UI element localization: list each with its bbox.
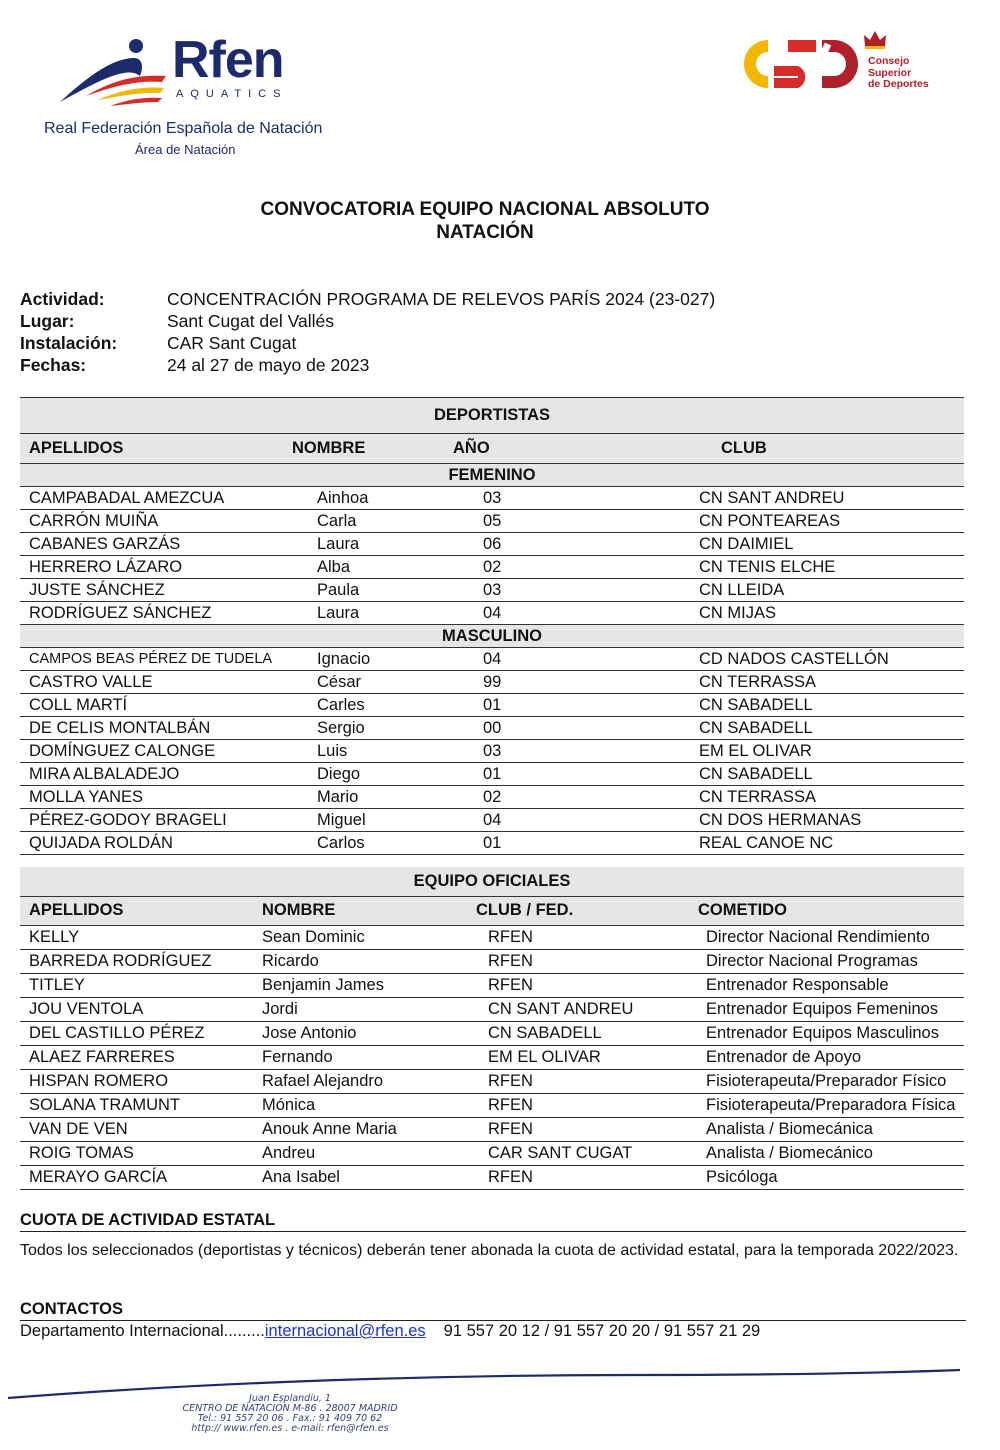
athletes-band-row <box>20 398 964 434</box>
cell-apellidos: CAMPABADAL AMEZCUA <box>20 487 283 510</box>
contact-department: Departamento Internacional......... <box>20 1322 265 1340</box>
cell-cometido: Analista / Biomecánica <box>684 1117 964 1141</box>
csd-mark-icon <box>738 32 863 96</box>
cell-nombre: Jordi <box>253 997 476 1021</box>
cell-apellidos: CAMPOS BEAS PÉREZ DE TUDELA <box>20 648 283 671</box>
document-subtitle: NATACIÓN <box>436 222 534 243</box>
cell-apellidos: BARREDA RODRÍGUEZ <box>20 949 253 973</box>
cell-nombre: Mónica <box>253 1093 476 1117</box>
cell-apellidos: QUIJADA ROLDÁN <box>20 832 283 855</box>
col-ano: AÑO <box>453 434 681 464</box>
document-title: CONVOCATORIA EQUIPO NACIONAL ABSOLUTO <box>260 199 710 220</box>
cell-nombre: Ignacio <box>283 648 453 671</box>
male-band-row <box>20 625 964 648</box>
cell-ano: 06 <box>453 533 681 556</box>
cell-ano: 03 <box>453 579 681 602</box>
cell-ano: 04 <box>453 648 681 671</box>
cell-club: CN LLEIDA <box>681 579 964 602</box>
officials-band: EQUIPO OFICIALES <box>20 867 964 896</box>
table-row <box>20 487 964 510</box>
cell-apellidos: ALAEZ FARRERES <box>20 1045 253 1069</box>
cell-cometido: Fisioterapeuta/Preparadora Física <box>684 1093 964 1117</box>
cell-apellidos: SOLANA TRAMUNT <box>20 1093 253 1117</box>
cell-apellidos: DE CELIS MONTALBÁN <box>20 717 283 740</box>
meta-row-instalacion <box>20 332 715 354</box>
meta-label: Actividad: <box>20 289 105 309</box>
cell-apellidos: PÉREZ-GODOY BRAGELI <box>20 809 283 832</box>
cell-apellidos: DOMÍNGUEZ CALONGE <box>20 740 283 763</box>
cell-apellidos: HERRERO LÁZARO <box>20 556 283 579</box>
cell-club-fed: RFEN <box>476 1093 684 1117</box>
cell-nombre: Alba <box>283 556 453 579</box>
cell-nombre: Sergio <box>283 717 453 740</box>
cell-club: CN MIJAS <box>681 602 964 625</box>
contacts-title: CONTACTOS <box>20 1300 966 1321</box>
col-club-fed: CLUB / FED. <box>476 896 684 925</box>
cell-club-fed: CAR SANT CUGAT <box>476 1141 684 1165</box>
cell-apellidos: JUSTE SÁNCHEZ <box>20 579 283 602</box>
meta-value: Sant Cugat del Vallés <box>167 311 335 331</box>
table-row <box>20 1021 964 1045</box>
table-row <box>20 1093 964 1117</box>
cell-nombre: Jose Antonio <box>253 1021 476 1045</box>
meta-value: CAR Sant Cugat <box>167 333 297 353</box>
cell-cometido: Director Nacional Rendimiento <box>684 925 964 949</box>
meta-value: 24 al 27 de mayo de 2023 <box>167 355 370 375</box>
table-row <box>20 740 964 763</box>
cell-apellidos: CASTRO VALLE <box>20 671 283 694</box>
cell-nombre: Laura <box>283 602 453 625</box>
cell-club: EM EL OLIVAR <box>681 740 964 763</box>
contact-phones: 91 557 20 12 / 91 557 20 20 / 91 557 21 29 <box>443 1322 761 1340</box>
cell-club-fed: CN SABADELL <box>476 1021 684 1045</box>
cell-ano: 00 <box>453 717 681 740</box>
cell-ano: 01 <box>453 763 681 786</box>
female-band-row <box>20 464 964 487</box>
meta-row-lugar <box>20 310 715 332</box>
cell-club: CD NADOS CASTELLÓN <box>681 648 964 671</box>
col-apellidos: APELLIDOS <box>20 896 253 925</box>
cell-club-fed: RFEN <box>476 973 684 997</box>
cell-ano: 04 <box>453 809 681 832</box>
cell-apellidos: RODRÍGUEZ SÁNCHEZ <box>20 602 283 625</box>
cell-nombre: Carla <box>283 510 453 533</box>
table-row <box>20 1069 964 1093</box>
table-row <box>20 694 964 717</box>
table-row <box>20 1165 964 1189</box>
swimmer-icon <box>58 36 178 108</box>
cell-cometido: Entrenador Equipos Masculinos <box>684 1021 964 1045</box>
cell-nombre: Mario <box>283 786 453 809</box>
cell-club: CN TERRASSA <box>681 786 964 809</box>
cell-apellidos: COLL MARTÍ <box>20 694 283 717</box>
cell-nombre: Sean Dominic <box>253 925 476 949</box>
cell-nombre: Carlos <box>283 832 453 855</box>
rfen-logo <box>58 31 308 108</box>
cell-nombre: Carles <box>283 694 453 717</box>
cell-club: REAL CANOE NC <box>681 832 964 855</box>
table-row <box>20 949 964 973</box>
cell-club-fed: RFEN <box>476 925 684 949</box>
table-row <box>20 556 964 579</box>
table-row <box>20 602 964 625</box>
csd-line-1: Consejo <box>868 55 910 67</box>
rfen-logo-word: Rfen <box>172 31 284 89</box>
cell-apellidos: TITLEY <box>20 973 253 997</box>
cell-cometido: Psicóloga <box>684 1165 964 1189</box>
cell-ano: 03 <box>453 740 681 763</box>
table-row <box>20 579 964 602</box>
table-row <box>20 1141 964 1165</box>
csd-line-2: Superior <box>868 66 912 79</box>
meta-label: Lugar: <box>20 311 75 331</box>
cell-nombre: Laura <box>283 533 453 556</box>
cell-club-fed: CN SANT ANDREU <box>476 997 684 1021</box>
table-row <box>20 1045 964 1069</box>
table-row <box>20 1117 964 1141</box>
table-row <box>20 809 964 832</box>
cuota-title: CUOTA DE ACTIVIDAD ESTATAL <box>20 1211 966 1232</box>
cell-nombre: Diego <box>283 763 453 786</box>
activity-info <box>20 288 715 376</box>
cell-club: CN DOS HERMANAS <box>681 809 964 832</box>
cell-ano: 99 <box>453 671 681 694</box>
cell-apellidos: VAN DE VEN <box>20 1117 253 1141</box>
cell-apellidos: DEL CASTILLO PÉREZ <box>20 1021 253 1045</box>
cell-nombre: Ainhoa <box>283 487 453 510</box>
cell-cometido: Director Nacional Programas <box>684 949 964 973</box>
cell-club: CN SABADELL <box>681 694 964 717</box>
table-row <box>20 763 964 786</box>
federation-area: Área de Natación <box>135 142 236 157</box>
cell-nombre: Benjamin James <box>253 973 476 997</box>
contacts-line <box>20 1322 760 1341</box>
cell-club-fed: EM EL OLIVAR <box>476 1045 684 1069</box>
cell-cometido: Entrenador Responsable <box>684 973 964 997</box>
meta-row-fechas <box>20 354 715 376</box>
cell-club: CN TERRASSA <box>681 671 964 694</box>
officials-table <box>20 867 964 1190</box>
cell-ano: 05 <box>453 510 681 533</box>
cell-apellidos: MERAYO GARCÍA <box>20 1165 253 1189</box>
meta-label: Fechas: <box>20 355 87 375</box>
cell-club: CN DAIMIEL <box>681 533 964 556</box>
cell-apellidos: KELLY <box>20 925 253 949</box>
table-row <box>20 973 964 997</box>
cell-ano: 01 <box>453 694 681 717</box>
table-row <box>20 832 964 855</box>
cell-club: CN SABADELL <box>681 717 964 740</box>
cell-nombre: Fernando <box>253 1045 476 1069</box>
cell-cometido: Entrenador Equipos Femeninos <box>684 997 964 1021</box>
meta-row-actividad <box>20 288 715 310</box>
col-club: CLUB <box>681 434 964 464</box>
footer-address <box>140 1394 440 1434</box>
cell-club-fed: RFEN <box>476 1117 684 1141</box>
cell-nombre: Andreu <box>253 1141 476 1165</box>
cell-ano: 03 <box>453 487 681 510</box>
col-nombre: NOMBRE <box>283 434 453 464</box>
cell-club-fed: RFEN <box>476 949 684 973</box>
athletes-table <box>20 397 964 855</box>
csd-line-3: de Deportes <box>868 78 929 90</box>
cell-cometido: Analista / Biomecánico <box>684 1141 964 1165</box>
cell-nombre: Luis <box>283 740 453 763</box>
athletes-band: DEPORTISTAS <box>20 398 964 434</box>
table-row <box>20 510 964 533</box>
cell-cometido: Entrenador de Apoyo <box>684 1045 964 1069</box>
footer-line-3: Tel.: 91 557 20 06 . Fax.: 91 409 70 62 <box>197 1413 383 1424</box>
cell-nombre: Paula <box>283 579 453 602</box>
crown-icon <box>862 28 888 50</box>
cell-nombre: César <box>283 671 453 694</box>
cell-club: CN TENIS ELCHE <box>681 556 964 579</box>
cell-apellidos: MIRA ALBALADEJO <box>20 763 283 786</box>
cell-club: CN PONTEAREAS <box>681 510 964 533</box>
cell-club-fed: RFEN <box>476 1165 684 1189</box>
cell-nombre: Anouk Anne Maria <box>253 1117 476 1141</box>
cell-nombre: Ana Isabel <box>253 1165 476 1189</box>
cell-nombre: Ricardo <box>253 949 476 973</box>
cell-ano: 01 <box>453 832 681 855</box>
female-band: FEMENINO <box>20 464 964 487</box>
col-cometido: COMETIDO <box>684 896 964 925</box>
table-row <box>20 671 964 694</box>
table-row <box>20 533 964 556</box>
meta-label: Instalación: <box>20 333 118 353</box>
cuota-text: Todos los seleccionados (deportistas y técnicos) deberán tener abonada la cuota de actividad estatal, para la temporada 2022/2023. <box>20 1242 959 1259</box>
officials-header-row <box>20 896 964 925</box>
cell-ano: 02 <box>453 556 681 579</box>
athletes-header-row <box>20 434 964 464</box>
footer-line-4: http:// www.rfen.es . e-mail: rfen@rfen.es <box>191 1423 389 1434</box>
cell-nombre: Miguel <box>283 809 453 832</box>
cell-apellidos: CARRÓN MUIÑA <box>20 510 283 533</box>
cell-cometido: Fisioterapeuta/Preparador Físico <box>684 1069 964 1093</box>
table-row <box>20 925 964 949</box>
cell-apellidos: CABANES GARZÁS <box>20 533 283 556</box>
cell-apellidos: JOU VENTOLA <box>20 997 253 1021</box>
cell-nombre: Rafael Alejandro <box>253 1069 476 1093</box>
footer-line-1: Juan Esplandiu, 1 <box>249 1393 331 1404</box>
contact-email-link[interactable]: internacional@rfen.es <box>264 1322 426 1340</box>
table-row <box>20 648 964 671</box>
footer-line-2: CENTRO DE NATACIÓN M-86 . 28007 MADRID <box>182 1403 398 1414</box>
cell-ano: 02 <box>453 786 681 809</box>
cell-club-fed: RFEN <box>476 1069 684 1093</box>
table-row <box>20 717 964 740</box>
federation-name: Real Federación Española de Natación <box>44 120 323 137</box>
rfen-logo-sub: AQUATICS <box>176 88 288 100</box>
cell-apellidos: HISPAN ROMERO <box>20 1069 253 1093</box>
cell-apellidos: MOLLA YANES <box>20 786 283 809</box>
meta-value: CONCENTRACIÓN PROGRAMA DE RELEVOS PARÍS 2024 (23-027) <box>167 289 716 309</box>
cell-ano: 04 <box>453 602 681 625</box>
table-row <box>20 786 964 809</box>
cell-apellidos: ROIG TOMAS <box>20 1141 253 1165</box>
table-row <box>20 997 964 1021</box>
male-band: MASCULINO <box>20 625 964 648</box>
cell-club: CN SANT ANDREU <box>681 487 964 510</box>
cell-club: CN SABADELL <box>681 763 964 786</box>
col-nombre: NOMBRE <box>253 896 476 925</box>
officials-band-row <box>20 867 964 896</box>
col-apellidos: APELLIDOS <box>20 434 283 464</box>
csd-logo-text <box>868 56 929 91</box>
